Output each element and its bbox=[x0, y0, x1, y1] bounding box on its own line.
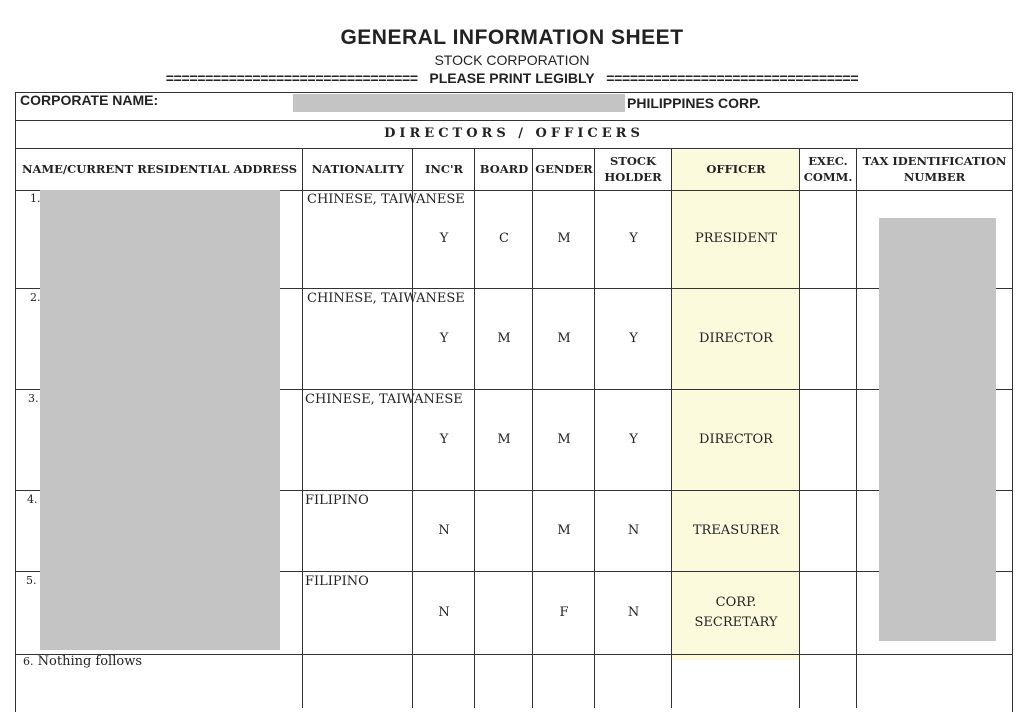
col-exec-comm: EXEC. COMM. bbox=[803, 153, 853, 184]
vline-7 bbox=[799, 148, 800, 708]
row-number: 2. bbox=[30, 291, 41, 304]
row-board: M bbox=[497, 431, 511, 447]
col-incr: INC'R bbox=[424, 161, 464, 176]
col-stockholder: STOCK HOLDER bbox=[604, 153, 662, 184]
vline-2 bbox=[412, 148, 413, 708]
vline-1 bbox=[302, 148, 303, 708]
col-nationality: NATIONALITY bbox=[311, 161, 405, 176]
name-address-redaction bbox=[40, 190, 280, 650]
rule-right: ================================ bbox=[606, 70, 859, 86]
row-officer: DIRECTOR bbox=[699, 431, 773, 447]
rule-left: ================================ bbox=[165, 70, 418, 86]
vline-8 bbox=[856, 148, 857, 708]
row-board bbox=[476, 490, 532, 571]
row-number: 4. bbox=[27, 493, 38, 506]
row-officer: CORP. SECRETARY bbox=[694, 595, 778, 630]
row-nationality: FILIPINO bbox=[305, 493, 369, 508]
line-section bbox=[15, 148, 1013, 149]
row-nationality: CHINESE, TAIWANESE bbox=[307, 291, 465, 306]
row-gender: M bbox=[557, 231, 571, 247]
row-number: 1. bbox=[30, 192, 41, 205]
row-board bbox=[476, 571, 532, 654]
row-stockholder: N bbox=[627, 522, 640, 538]
vline-6 bbox=[671, 148, 672, 708]
row-nationality: CHINESE, TAIWANESE bbox=[305, 392, 463, 407]
line-top bbox=[15, 92, 1013, 93]
row-board: M bbox=[497, 330, 511, 346]
row-stockholder: Y bbox=[629, 231, 638, 247]
corporate-name-suffix: PHILIPPINES CORP. bbox=[627, 95, 761, 111]
row-officer: PRESIDENT bbox=[694, 231, 778, 247]
row-gender: F bbox=[559, 604, 569, 620]
print-legibly-text: PLEASE PRINT LEGIBLY bbox=[429, 70, 595, 86]
vline-5 bbox=[594, 148, 595, 708]
row-officer: DIRECTOR bbox=[699, 330, 773, 346]
row-nationality: CHINESE, TAIWANESE bbox=[307, 192, 465, 207]
row-incr: Y bbox=[439, 330, 449, 346]
row-number: 3. bbox=[28, 392, 39, 405]
nothing-follows-text: Nothing follows bbox=[37, 654, 143, 669]
form-instruction-line bbox=[0, 70, 1024, 86]
row-incr: Y bbox=[439, 431, 449, 447]
col-officer: OFFICER bbox=[706, 161, 766, 176]
col-name: NAME/CURRENT RESIDENTIAL ADDRESS bbox=[21, 161, 298, 176]
row-incr: Y bbox=[439, 231, 449, 247]
footer-row-number: 6. bbox=[23, 655, 34, 668]
vline-3 bbox=[474, 148, 475, 708]
corporate-name-label: CORPORATE NAME: bbox=[20, 92, 159, 108]
vline-4 bbox=[532, 148, 533, 708]
row-gender: M bbox=[557, 330, 571, 346]
row-officer: TREASURER bbox=[692, 522, 780, 538]
line-row5 bbox=[15, 654, 1013, 655]
row-stockholder: Y bbox=[629, 330, 638, 346]
tin-redaction bbox=[879, 218, 996, 641]
row-number: 5. bbox=[26, 574, 37, 587]
footer-row bbox=[23, 654, 142, 669]
row-nationality: FILIPINO bbox=[305, 574, 369, 589]
form-title: GENERAL INFORMATION SHEET bbox=[340, 26, 684, 49]
row-stockholder: Y bbox=[629, 431, 638, 447]
row-gender: M bbox=[557, 431, 571, 447]
row-stockholder: N bbox=[627, 604, 640, 620]
col-board: BOARD bbox=[479, 161, 529, 176]
row-incr: N bbox=[438, 522, 450, 538]
row-gender: M bbox=[557, 522, 571, 538]
section-title: DIRECTORS / OFFICERS bbox=[384, 126, 644, 141]
col-gender: GENDER bbox=[535, 161, 593, 176]
col-tin: TAX IDENTIFICATION NUMBER bbox=[862, 153, 1007, 184]
line-corp bbox=[15, 120, 1013, 121]
row-board: C bbox=[499, 231, 509, 247]
row-incr: N bbox=[438, 604, 450, 620]
corporate-name-redaction bbox=[293, 94, 625, 112]
form-subtitle: STOCK CORPORATION bbox=[434, 52, 590, 68]
